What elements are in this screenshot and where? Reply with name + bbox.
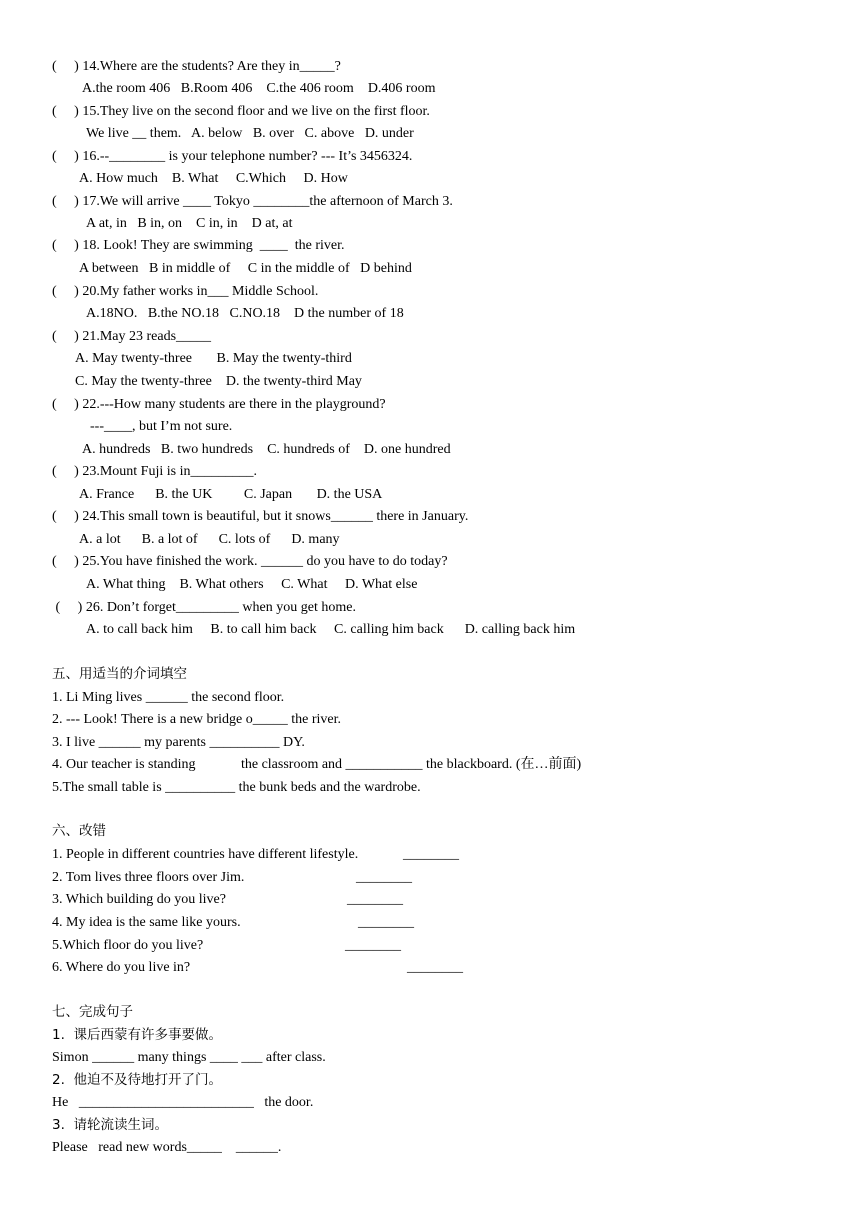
question-23-options: A. France B. the UK C. Japan D. the USA xyxy=(79,487,383,502)
section5-item-4: 4. Our teacher is standing the classroom and ___________ the blackboard. (在…前面) xyxy=(52,757,582,772)
question-15-options: We live __ them. A. below B. over C. above D. under xyxy=(86,126,414,141)
section6-blank-4: ________ xyxy=(358,915,414,930)
question-22-stem: ( ) 22.---How many students are there in the playground? xyxy=(52,397,386,412)
section7-item-2-chinese: 2. 他迫不及待地打开了门。 xyxy=(52,1072,222,1088)
section6-title: 六、改错 xyxy=(52,823,106,839)
question-14-options: A.the room 406 B.Room 406 C.the 406 room D.406 room xyxy=(82,81,436,96)
section7-title: 七、完成句子 xyxy=(52,1004,133,1020)
question-17-stem: ( ) 17.We will arrive ____ Tokyo ________the afternoon of March 3. xyxy=(52,194,453,209)
question-23-stem: ( ) 23.Mount Fuji is in_________. xyxy=(52,464,257,479)
section6-blank-5: ________ xyxy=(345,938,401,953)
question-20-options: A.18NO. B.the NO.18 C.NO.18 D the number of 18 xyxy=(86,306,404,321)
question-25-options: A. What thing B. What others C. What D. What else xyxy=(86,577,418,592)
section6-blank-2: ________ xyxy=(356,870,412,885)
section6-item-1: 1. People in different countries have different lifestyle. xyxy=(52,847,359,862)
section7-item-3-chinese: 3. 请轮流读生词。 xyxy=(52,1117,168,1133)
section6-blank-3: ________ xyxy=(347,892,403,907)
section6-item-6: 6. Where do you live in? xyxy=(52,960,191,975)
question-25-stem: ( ) 25.You have finished the work. ______ do you have to do today? xyxy=(52,554,448,569)
question-18-stem: ( ) 18. Look! They are swimming ____ the river. xyxy=(52,238,345,253)
section6-item-4: 4. My idea is the same like yours. xyxy=(52,915,241,930)
section7-item-2-english: He _________________________ the door. xyxy=(52,1095,314,1110)
question-26-options: A. to call back him B. to call him back C. calling him back D. calling back him xyxy=(86,622,576,637)
section5-item-3: 3. I live ______ my parents __________ DY. xyxy=(52,735,305,750)
section6-item-2: 2. Tom lives three floors over Jim. xyxy=(52,870,245,885)
question-22-options: A. hundreds B. two hundreds C. hundreds of D. one hundred xyxy=(82,442,451,457)
section5-item-2: 2. --- Look! There is a new bridge o_____ the river. xyxy=(52,712,341,727)
section6-item-5: 5.Which floor do you live? xyxy=(52,938,204,953)
question-22-sub: ---____, but I’m not sure. xyxy=(90,419,233,434)
question-20-stem: ( ) 20.My father works in___ Middle School. xyxy=(52,284,319,299)
section5-item-5: 5.The small table is __________ the bunk beds and the wardrobe. xyxy=(52,780,421,795)
question-21-options-2: C. May the twenty-three D. the twenty-third May xyxy=(75,374,362,389)
section5-title: 五、用适当的介词填空 xyxy=(52,666,187,682)
question-24-stem: ( ) 24.This small town is beautiful, but it snows______ there in January. xyxy=(52,509,469,524)
question-16-options: A. How much B. What C.Which D. How xyxy=(79,171,348,186)
question-26-stem: ( ) 26. Don’t forget_________ when you get home. xyxy=(52,600,356,615)
question-21-stem: ( ) 21.May 23 reads_____ xyxy=(52,329,212,344)
question-21-options: A. May twenty-three B. May the twenty-third xyxy=(75,351,352,366)
question-18-options: A between B in middle of C in the middle of D behind xyxy=(79,261,412,276)
question-16-stem: ( ) 16.--________ is your telephone number? --- It’s 3456324. xyxy=(52,149,413,164)
section7-item-1-english: Simon ______ many things ____ ___ after class. xyxy=(52,1050,326,1065)
section7-item-3-english: Please read new words_____ ______. xyxy=(52,1140,282,1155)
question-15-stem: ( ) 15.They live on the second floor and we live on the first floor. xyxy=(52,104,430,119)
section6-item-3: 3. Which building do you live? xyxy=(52,892,226,907)
question-14-stem: ( ) 14.Where are the students? Are they in_____? xyxy=(52,59,341,74)
section6-blank-1: ________ xyxy=(403,847,459,862)
question-24-options: A. a lot B. a lot of C. lots of D. many xyxy=(79,532,340,547)
section7-item-1-chinese: 1. 课后西蒙有许多事要做。 xyxy=(52,1027,222,1043)
section6-blank-6: ________ xyxy=(407,960,463,975)
question-17-options: A at, in B in, on C in, in D at, at xyxy=(86,216,293,231)
section5-item-1: 1. Li Ming lives ______ the second floor. xyxy=(52,690,285,705)
